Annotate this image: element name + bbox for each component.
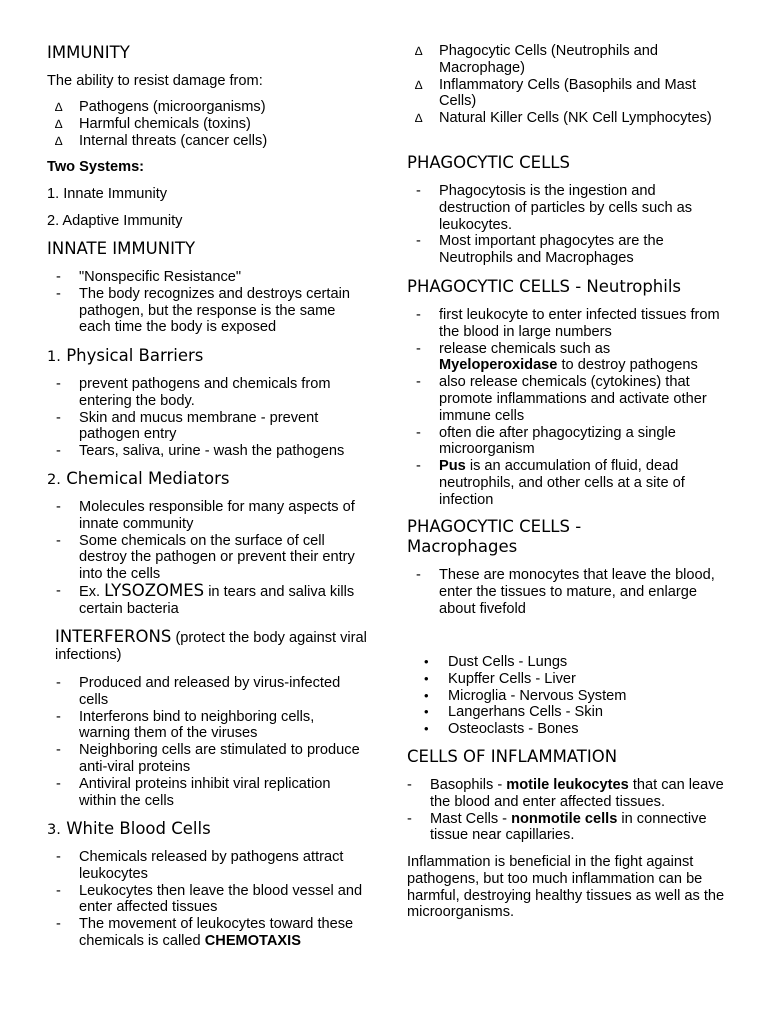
bullet-icon: • xyxy=(424,670,429,686)
list-item: - prevent pathogens and chemicals from entering the body. xyxy=(56,376,331,409)
phagocytic-list xyxy=(407,183,725,267)
delta-icon: ∆ xyxy=(415,44,423,58)
list-item: ∆ Internal threats (cancer cells) xyxy=(55,132,268,149)
list-item: - release chemicals such as Myeloperoxidase to destroy pathogens xyxy=(416,340,698,374)
list-item: - Some chemicals on the surface of cell destroy the pathogen or prevent their entry into the cells xyxy=(56,532,355,583)
list-item: - Skin and mucus membrane - prevent pathogen entry xyxy=(56,409,319,443)
list-item: • Microglia - Nervous System xyxy=(424,687,627,704)
lysozomes-term: LYSOZOMES xyxy=(104,580,205,600)
two-systems-label: Two Systems: xyxy=(47,159,145,175)
wbc-list xyxy=(47,849,365,950)
list-item: - Mast Cells - nonmotile cells in connective tissue near capillaries. xyxy=(407,810,707,844)
cell-types-list xyxy=(407,43,725,127)
delta-icon: ∆ xyxy=(415,111,423,126)
list-item: - Ex. LYSOZOMES in tears and saliva kills certain bacteria xyxy=(56,580,355,617)
phagocytic-heading: PHAGOCYTIC CELLS xyxy=(407,153,570,172)
list-item: - Neighboring cells are stimulated to produce anti-viral proteins xyxy=(56,742,360,775)
list-item: - Produced and released by virus-infected cells xyxy=(56,675,341,708)
chemotaxis-term: CHEMOTAXIS xyxy=(204,932,301,949)
bullet-icon: • xyxy=(424,721,429,737)
bullet-icon: • xyxy=(424,687,429,703)
list-item: - also release chemicals (cytokines) that promote inflammations and activate other immune cells xyxy=(416,374,707,424)
system-2: 2. Adaptive Immunity xyxy=(47,213,183,229)
list-item: • Langerhans Cells - Skin xyxy=(424,704,603,721)
list-item: ∆ Inflammatory Cells (Basophils and Mast Cells) xyxy=(415,76,697,110)
list-item: • Dust Cells - Lungs xyxy=(424,654,568,670)
list-item: - Chemicals released by pathogens attract leukocytes xyxy=(56,849,344,882)
immunity-heading: IMMUNITY xyxy=(47,43,130,62)
list-item: - These are monocytes that leave the blood, enter the tissues to mature, and enlarge about fivefold xyxy=(416,567,715,617)
delta-icon: ∆ xyxy=(415,77,423,92)
myeloperoxidase-term: Myeloperoxidase xyxy=(439,357,558,374)
immunity-intro: The ability to resist damage from: xyxy=(47,73,263,89)
physical-list xyxy=(47,376,365,460)
list-item: - Molecules responsible for many aspects of innate community xyxy=(56,499,355,532)
damage-list xyxy=(47,99,365,149)
delta-icon: ∆ xyxy=(55,116,63,131)
list-item: ∆ Harmful chemicals (toxins) xyxy=(55,115,251,132)
list-item: - Basophils - motile leukocytes that can leave the blood and enter affected tissues. xyxy=(407,777,724,810)
list-item: - The movement of leukocytes toward these chemicals is called CHEMOTAXIS xyxy=(56,916,354,949)
wbc-heading: 3. White Blood Cells xyxy=(47,819,211,838)
list-item: - "Nonspecific Resistance" xyxy=(56,269,242,285)
list-item: - first leukocyte to enter infected tissues from the blood in large numbers xyxy=(416,307,720,340)
bullet-icon: • xyxy=(424,704,429,720)
list-item: - Tears, saliva, urine - wash the pathogens xyxy=(56,443,345,460)
system-1: 1. Innate Immunity xyxy=(47,186,168,202)
list-item: - Leukocytes then leave the blood vessel and enter affected tissues xyxy=(56,882,363,916)
pus-term: Pus xyxy=(439,458,466,475)
list-item: ∆ Phagocytic Cells (Neutrophils and Macrophage) xyxy=(415,43,659,76)
bullet-icon: • xyxy=(424,654,429,669)
inflammation-heading: CELLS OF INFLAMMATION xyxy=(407,747,618,766)
list-item: - The body recognizes and destroys certain pathogen, but the response is the same each time the body is exposed xyxy=(56,285,350,336)
chemical-list xyxy=(47,499,365,618)
chemical-heading: 2. Chemical Mediators xyxy=(47,469,230,488)
interferons-list xyxy=(47,675,365,809)
list-item: ∆ Natural Killer Cells (NK Cell Lymphocytes) xyxy=(415,110,712,127)
physical-heading: 1. Physical Barriers xyxy=(47,346,204,365)
innate-heading: INNATE IMMUNITY xyxy=(47,239,196,258)
macrophage-types-list xyxy=(407,654,725,738)
list-item: • Osteoclasts - Bones xyxy=(424,721,579,738)
macrophages-list xyxy=(407,567,725,617)
list-item: - Interferons bind to neighboring cells, warning them of the viruses xyxy=(56,708,315,742)
list-item: - Antiviral proteins inhibit viral replication within the cells xyxy=(56,775,331,809)
interferons-heading: INTERFERONS (protect the body against viral infections) xyxy=(55,627,367,663)
macrophages-heading: PHAGOCYTIC CELLS - Macrophages xyxy=(407,517,582,556)
list-item: - Most important phagocytes are the Neutrophils and Macrophages xyxy=(416,233,664,267)
innate-list xyxy=(47,269,365,336)
neutrophils-list xyxy=(407,307,725,509)
neutrophils-heading: PHAGOCYTIC CELLS - Neutrophils xyxy=(407,277,682,296)
inflammation-paragraph: Inflammation is beneficial in the fight against pathogens, but too much inflammation can be harmful, destroying healthy tissues as well as the microorganisms. xyxy=(407,854,725,921)
list-item: • Kupffer Cells - Liver xyxy=(424,670,576,687)
list-item: ∆ Pathogens (microorganisms) xyxy=(55,99,266,115)
delta-icon: ∆ xyxy=(55,100,63,114)
list-item: - Phagocytosis is the ingestion and destruction of particles by cells such as leukocytes. xyxy=(416,183,693,233)
inflammation-list xyxy=(407,777,725,844)
delta-icon: ∆ xyxy=(55,133,63,148)
list-item: - often die after phagocytizing a single microorganism xyxy=(416,424,676,458)
list-item: - Pus is an accumulation of fluid, dead neutrophils, and other cells at a site of infection xyxy=(416,458,685,508)
